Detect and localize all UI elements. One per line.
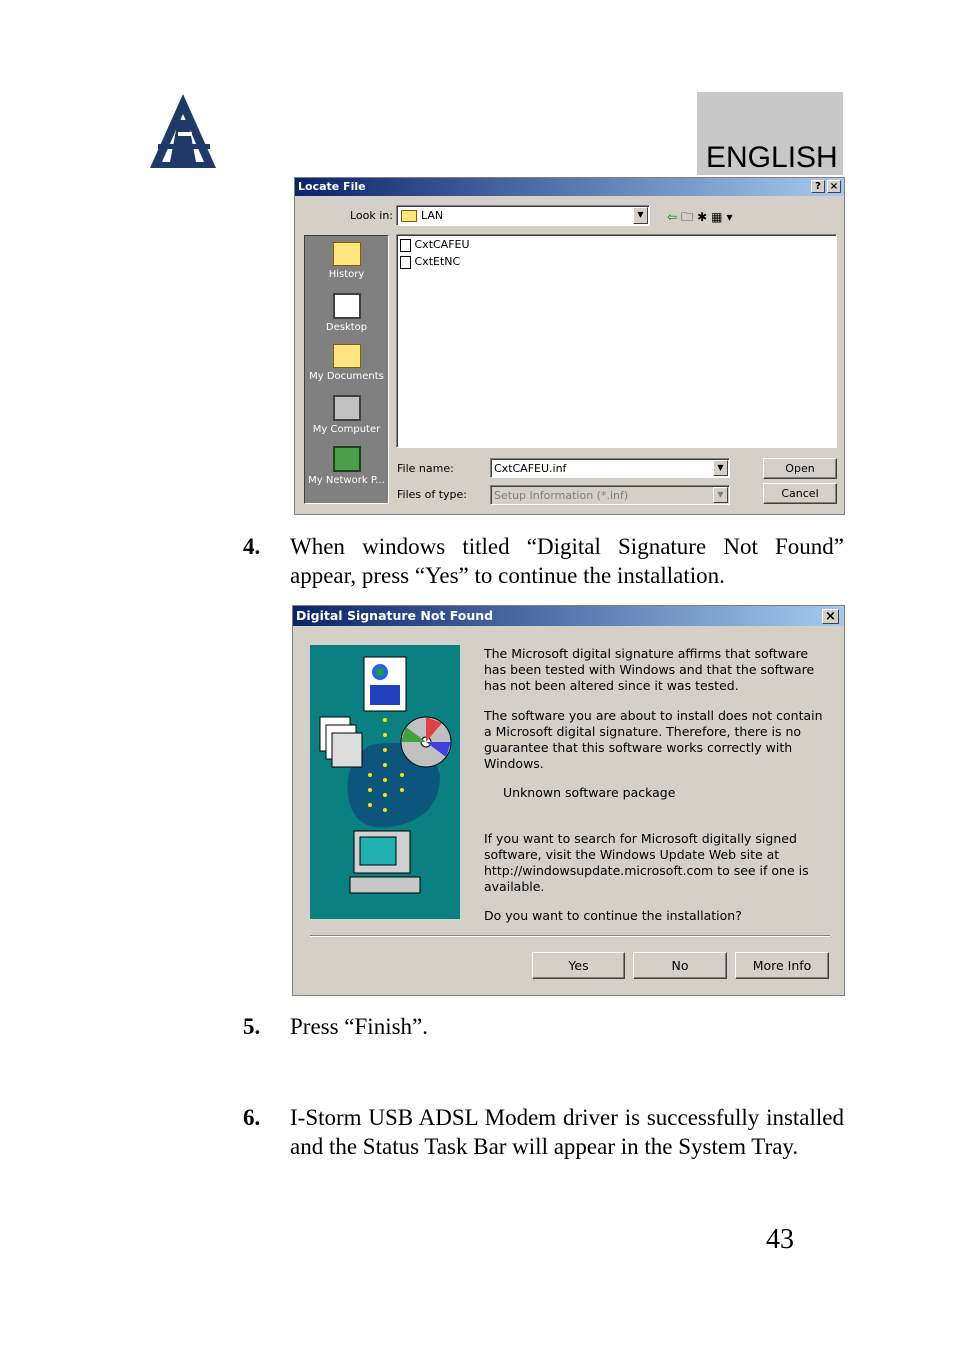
signature-info-text: The Microsoft digital signature affirms that software has been tested with Windows and that the software has not been altered since it was tested. <box>484 646 815 693</box>
my-documents-icon <box>333 344 361 368</box>
file-name-label: File name: <box>397 462 454 475</box>
file-type-select[interactable]: Setup Information (*.inf) ▼ <box>490 485 730 505</box>
language-label: ENGLISH <box>706 141 838 174</box>
step-number: 5. <box>243 1014 261 1039</box>
page-number: 43 <box>766 1224 794 1255</box>
list-item[interactable]: CxtCAFEU <box>400 238 470 252</box>
step-number: 6. <box>243 1105 261 1130</box>
close-button[interactable]: × <box>827 180 841 193</box>
step-text: I-Storm USB ADSL Modem driver is successfully installed and the Status Task Bar will appear in the System Tray. <box>290 1105 844 1159</box>
install-illustration <box>310 645 460 919</box>
view-menu-icon[interactable]: ▦▾ <box>711 210 737 224</box>
list-item[interactable]: CxtEtNC <box>400 255 460 269</box>
chevron-down-icon[interactable]: ▼ <box>713 487 728 503</box>
place-history[interactable]: History <box>305 242 388 280</box>
place-my-documents[interactable]: My Documents <box>305 344 388 382</box>
step-text: Press “Finish”. <box>290 1014 428 1039</box>
places-bar <box>304 235 389 504</box>
locate-file-titlebar <box>295 178 844 196</box>
look-in-value: LAN <box>421 209 444 222</box>
inf-file-icon <box>400 256 411 269</box>
open-button[interactable]: Open <box>763 458 837 479</box>
folder-icon <box>401 210 417 222</box>
step-number: 4. <box>243 534 261 559</box>
file-list[interactable] <box>396 234 837 448</box>
chevron-down-icon[interactable]: ▼ <box>713 460 728 476</box>
package-name: Unknown software package <box>503 785 676 800</box>
no-button[interactable]: No <box>633 952 727 979</box>
windows-update-text: If you want to search for Microsoft digitally signed software, visit the Windows Update Web site at http://windowsupdate.microsoft.com to see if one is available. <box>484 831 809 894</box>
close-button[interactable]: × <box>822 609 839 624</box>
yes-button[interactable]: Yes <box>532 952 625 979</box>
step-text: When windows titled “Digital Signature Not Found” appear, press “Yes” to continue the installation. <box>290 534 844 588</box>
history-icon <box>333 242 361 266</box>
cancel-button[interactable]: Cancel <box>763 483 837 504</box>
inf-file-icon <box>400 239 411 252</box>
place-my-network[interactable]: My Network P... <box>305 446 388 486</box>
chevron-down-icon[interactable]: ▼ <box>633 207 648 224</box>
place-my-computer[interactable]: My Computer <box>305 395 388 435</box>
locate-file-dialog <box>294 177 845 515</box>
back-icon[interactable]: ⇦ <box>667 210 682 224</box>
toolbar <box>667 208 737 229</box>
locate-file-title: Locate File <box>298 180 366 193</box>
up-folder-icon[interactable]: 🗀 <box>681 210 698 224</box>
atlantis-logo-icon <box>148 92 218 170</box>
more-info-button[interactable]: More Info <box>735 952 829 979</box>
look-in-label: Look in: <box>350 209 393 222</box>
continue-question: Do you want to continue the installation? <box>484 908 742 923</box>
signature-warning-text: The software you are about to install does not contain a Microsoft digital signature. Therefore, there is no guarantee that this software works correctly with Windows. <box>484 708 823 771</box>
digital-signature-titlebar <box>293 606 844 626</box>
look-in-combo[interactable] <box>396 205 650 226</box>
new-folder-icon[interactable]: ✱ <box>697 210 712 224</box>
separator <box>310 935 830 937</box>
digital-signature-dialog <box>292 605 845 996</box>
digital-signature-title: Digital Signature Not Found <box>296 608 494 623</box>
desktop-icon <box>333 293 361 319</box>
file-name-input[interactable]: CxtCAFEU.inf ▼ <box>490 458 730 478</box>
network-icon <box>333 446 361 472</box>
help-button[interactable]: ? <box>811 180 825 193</box>
place-desktop[interactable]: Desktop <box>305 293 388 333</box>
file-type-label: Files of type: <box>397 488 468 501</box>
my-computer-icon <box>333 395 361 421</box>
